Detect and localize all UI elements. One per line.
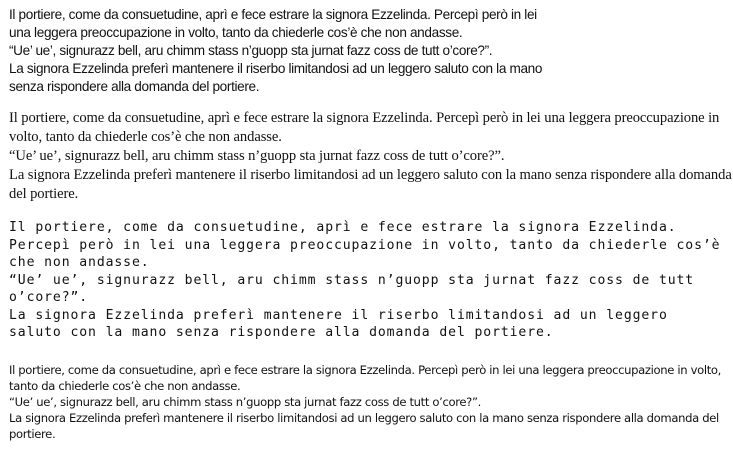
text-block-narrow-sans [9, 362, 733, 442]
paragraph-dialogue: “Ue’ ue’, signurazz bell, aru chimm stass n’guopp sta jurnat fazz coss de tutt o’core?”. [9, 272, 695, 305]
paragraph-conclusion: La signora Ezzelinda preferì mantenere il riserbo limitandosi ad un leggero saluto con la mano senza rispondere alla domanda del portiere. [9, 61, 543, 94]
text-block-monospace [9, 219, 721, 342]
paragraph-narration: Il portiere, come da consuetudine, aprì e fece estrare la signora Ezzelinda. Percepì però in lei una leggera preoccupazione in volto, tanto da chiederle cos’è che non andasse. [9, 220, 721, 270]
paragraph-narration: Il portiere, come da consuetudine, aprì e fece estrare la signora Ezzelinda. Percepì però in lei una leggera preoccupazione in volto, tanto da chiederle cos’è che non andasse. [9, 110, 720, 145]
paragraph-conclusion: La signora Ezzelinda preferì mantenere il riserbo limitandosi ad un leggero saluto con la mano senza rispondere alla domanda del portiere. [9, 307, 668, 340]
paragraph-dialogue: “Ue’ ue’, signurazz bell, aru chimm stass n’guopp sta jurnat fazz coss de tutt o’core?”. [9, 43, 493, 58]
paragraph-dialogue: “Ue’ ue’, signurazz bell, aru chimm stass n’guopp sta jurnat fazz coss de tutt o’core?”. [9, 148, 505, 164]
paragraph-narration: Il portiere, come da consuetudine, aprì e fece estrare la signora Ezzelinda. Percepì però in lei una leggera preoccupazione in volto, tanto da chiederle cos’è che non andasse. [9, 7, 537, 40]
paragraph-narration: Il portiere, come da consuetudine, aprì e fece estrare la signora Ezzelinda. Percepì però in lei una leggera preoccupazione in volto, tanto da chiederle cos’è che non andasse. [9, 363, 721, 393]
text-block-condensed-sans [9, 6, 549, 96]
text-block-serif [9, 109, 733, 204]
paragraph-conclusion: La signora Ezzelinda preferì mantenere il riserbo limitandosi ad un leggero saluto con la mano senza rispondere alla domanda del portiere. [9, 167, 732, 202]
paragraph-dialogue: “Ue’ ue’, signurazz bell, aru chimm stass n’guopp sta jurnat fazz coss de tutt o’core?”. [9, 395, 481, 409]
paragraph-conclusion: La signora Ezzelinda preferì mantenere il riserbo limitandosi ad un leggero saluto con la mano senza rispondere alla domanda del portiere. [9, 411, 719, 441]
